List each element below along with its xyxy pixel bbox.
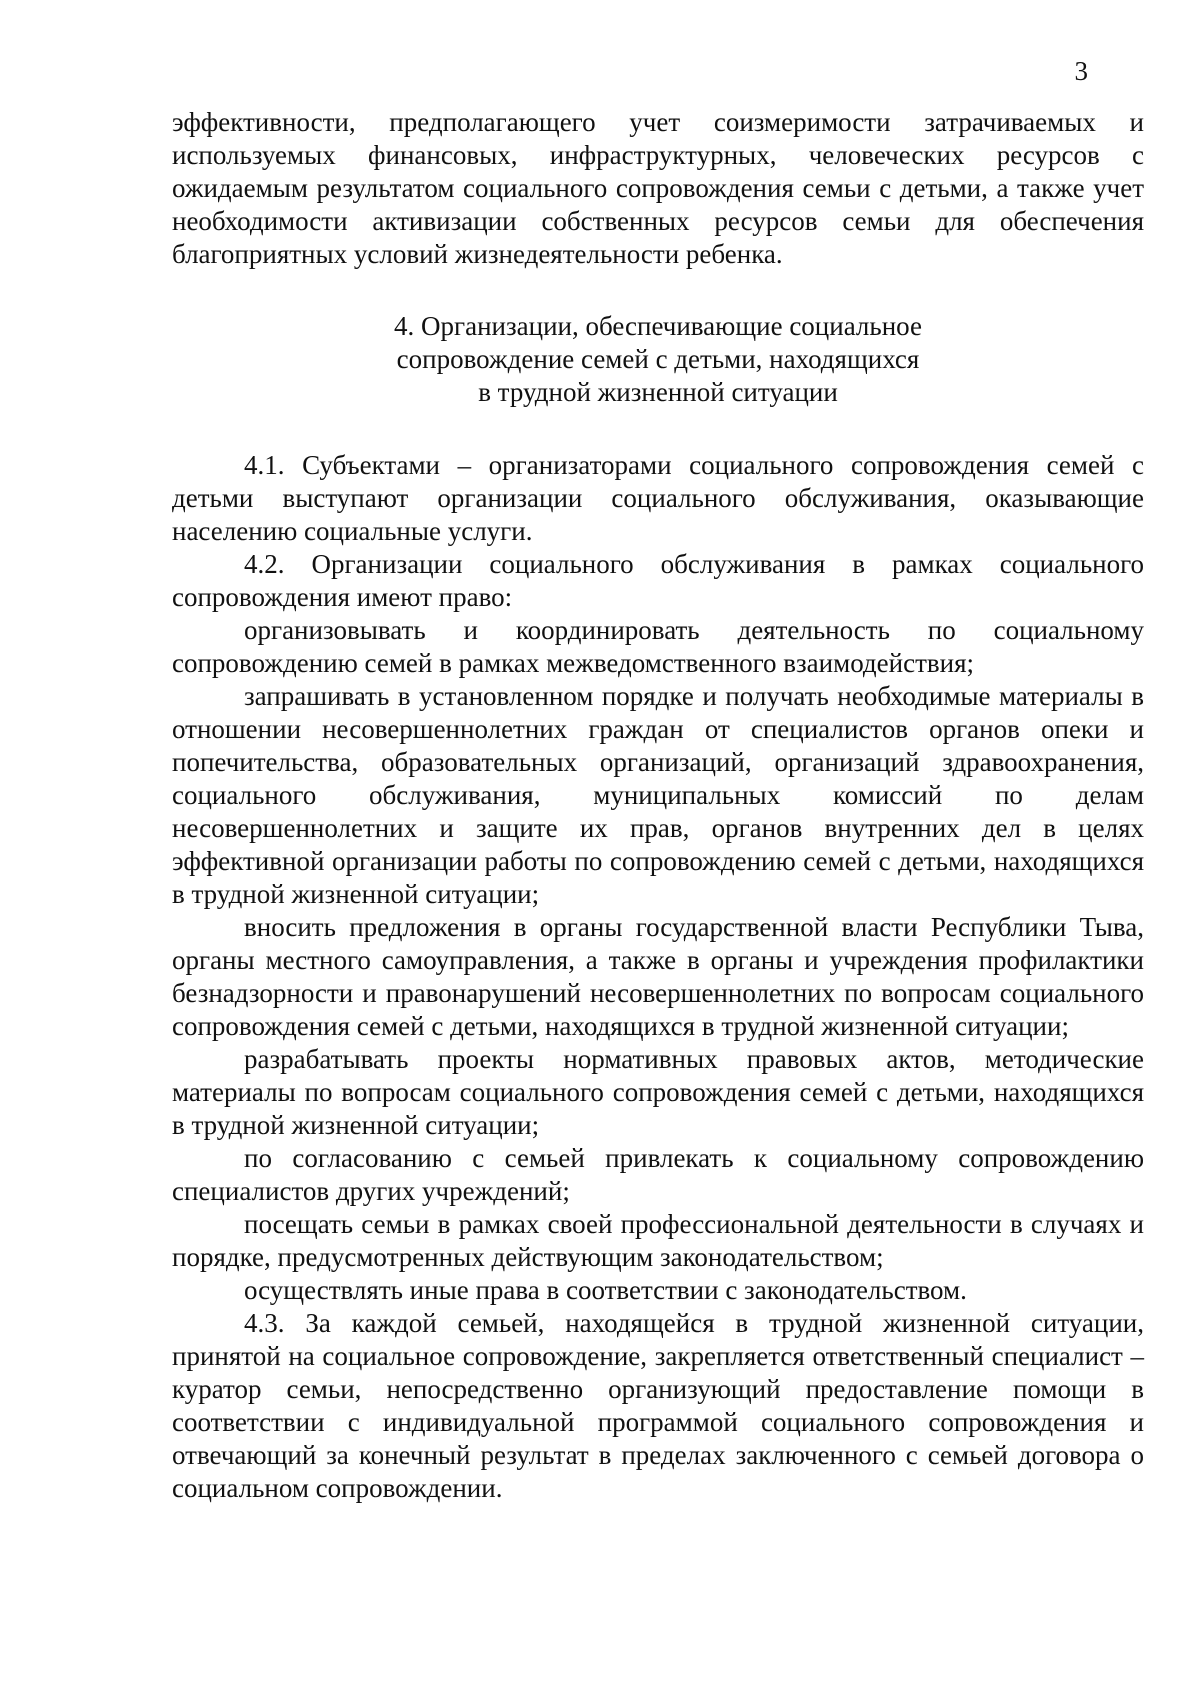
right-item: по согласованию с семьей привлекать к социальному сопровождению специалистов других учреждений; xyxy=(172,1143,1144,1206)
right-item: разрабатывать проекты нормативных правовых актов, методические материалы по вопросам социального сопровождения семей с детьми, находящихся в трудной жизненной ситуации; xyxy=(172,1044,1144,1140)
right-item: посещать семьи в рамках своей профессиональной деятельности в случаях и порядке, предусмотренных действующим законодательством; xyxy=(172,1209,1144,1272)
paragraph-4-3: 4.3. За каждой семьей, находящейся в трудной жизненной ситуации, принятой на социальное сопровождение, закрепляется ответственный специалист – куратор семьи, непосредственно организующий предоставление помощи в соответствии с индивидуальной программой социального сопровождения и отвечающий за конечный результат в пределах заключенного с семьей договора о социальном сопровождении. xyxy=(172,1308,1144,1503)
paragraph-4-1: 4.1. Субъектами – организаторами социального сопровождения семей с детьми выступают организации социального обслуживания, оказывающие населению социальные услуги. xyxy=(172,450,1144,546)
right-item: организовывать и координировать деятельность по социальному сопровождению семей в рамках межведомственного взаимодействия; xyxy=(172,615,1144,678)
right-item: запрашивать в установленном порядке и получать необходимые материалы в отношении несовершеннолетних граждан от специалистов органов опеки и попечительства, образовательных организаций, организаций здравоохранения, социального обслуживания, муниципальных комиссий по делам несовершеннолетних и защите их прав, органов внутренних дел в целях эффективной организации работы по сопровождению семей с детьми, находящихся в трудной жизненной ситуации; xyxy=(172,681,1144,909)
paragraph-4-2: 4.2. Организации социального обслуживания в рамках социального сопровождения имеют право: xyxy=(172,549,1144,612)
intro-paragraph: эффективности, предполагающего учет соизмеримости затрачиваемых и используемых финансовых, инфраструктурных, человеческих ресурсов с ожидаемым результатом социального сопровождения семьи с детьми, а также учет необходимости активизации собственных ресурсов семьи для обеспечения благоприятных условий жизнедеятельности ребенка. xyxy=(172,107,1144,269)
page-number: 3 xyxy=(1074,56,1088,86)
section-heading-line: сопровождение семей с детьми, находящихся xyxy=(396,344,920,374)
section-heading-line: в трудной жизненной ситуации xyxy=(478,377,838,407)
right-item: осуществлять иные права в соответствии с законодательством. xyxy=(244,1275,967,1305)
document-body xyxy=(172,106,1144,1505)
section-heading-line: 4. Организации, обеспечивающие социальное xyxy=(394,311,922,341)
section-heading xyxy=(172,310,1144,409)
right-item: вносить предложения в органы государственной власти Республики Тыва, органы местного самоуправления, а также в органы и учреждения профилактики безнадзорности и правонарушений несовершеннолетних по вопросам социального сопровождения семей с детьми, находящихся в трудной жизненной ситуации; xyxy=(172,912,1144,1041)
